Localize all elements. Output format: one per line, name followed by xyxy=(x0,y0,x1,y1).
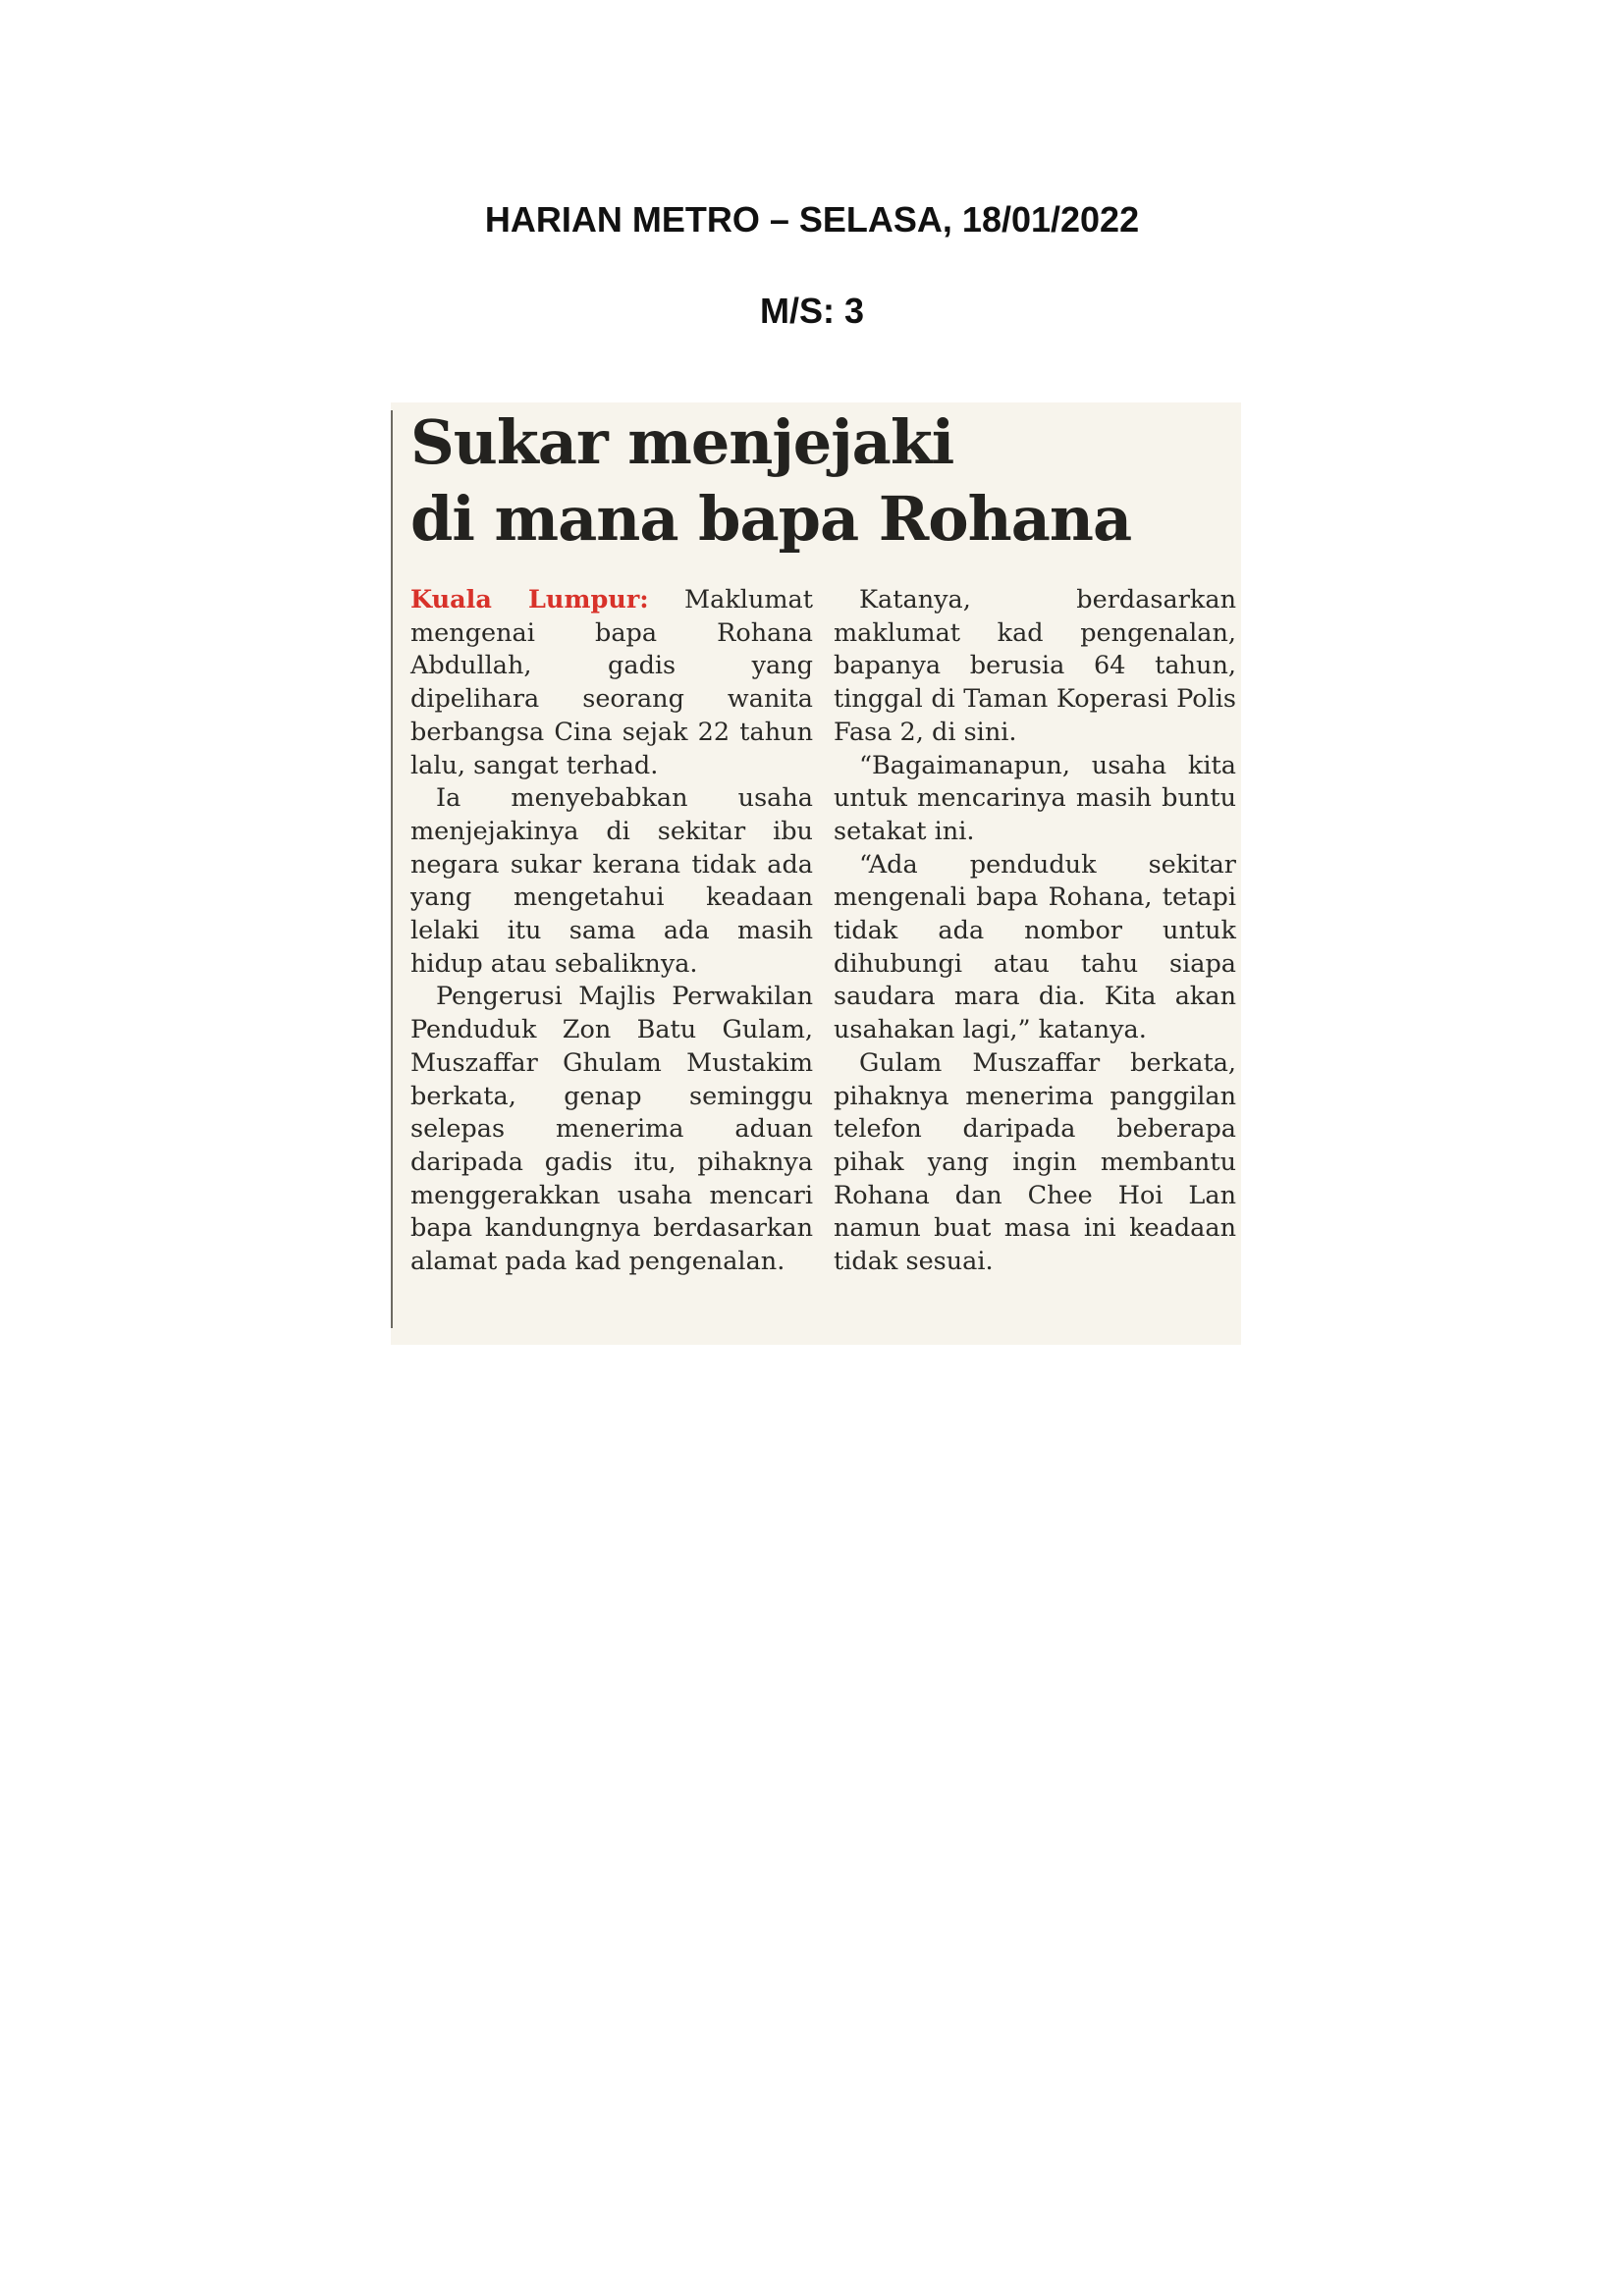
article-column-left xyxy=(410,584,813,1279)
article-column-right xyxy=(834,584,1236,1279)
article-paragraph xyxy=(410,584,813,782)
newspaper-clipping xyxy=(391,402,1241,1345)
article-paragraph: Gulam Muszaffar berkata, pihaknya menerima panggilan telefon daripada beberapa pihak yang ingin membantu Rohana dan Chee Hoi Lan namun buat masa ini keadaan tidak sesuai. xyxy=(834,1047,1236,1277)
article-paragraph: Katanya, berdasarkan maklumat kad pengenalan, bapanya berusia 64 tahun, tinggal di Taman Koperasi Polis Fasa 2, di sini. xyxy=(834,585,1236,747)
article-dateline: Kuala Lumpur: xyxy=(410,585,649,614)
article-paragraph: “Bagaimanapun, usaha kita untuk mencarinya masih buntu setakat ini. xyxy=(834,750,1236,846)
article-paragraph: “Ada penduduk sekitar mengenali bapa Rohana, tetapi tidak ada nombor untuk dihubungi atau tahu siapa saudara mara dia. Kita akan usahakan lagi,” katanya. xyxy=(834,849,1236,1045)
article-headline: Sukar menjejaki di mana bapa Rohana xyxy=(410,406,1132,555)
publication-date-header: HARIAN METRO – SELASA, 18/01/2022 xyxy=(484,199,1140,240)
page-number-label: M/S: 3 xyxy=(759,291,864,331)
paragraph-text: Maklumat mengenai bapa Rohana Abdullah, gadis yang dipelihara seorang wanita berbangsa Cina sejak 22 tahun lalu, sangat terhad. xyxy=(410,585,814,780)
article-paragraph: Ia menyebabkan usaha menjejakinya di sekitar ibu negara sukar kerana tidak ada yang mengetahui keadaan lelaki itu sama ada masih hidup atau sebaliknya. xyxy=(410,783,813,979)
article-paragraph: Pengerusi Majlis Perwakilan Penduduk Zon Batu Gulam, Muszaffar Ghulam Mustakim berkata, genap seminggu selepas menerima aduan daripada gadis itu, pihaknya menggerakkan usaha mencari bapa kandungnya berdasarkan alamat pada kad pengenalan. xyxy=(410,982,813,1277)
clipping-edge-rule xyxy=(391,410,393,1328)
